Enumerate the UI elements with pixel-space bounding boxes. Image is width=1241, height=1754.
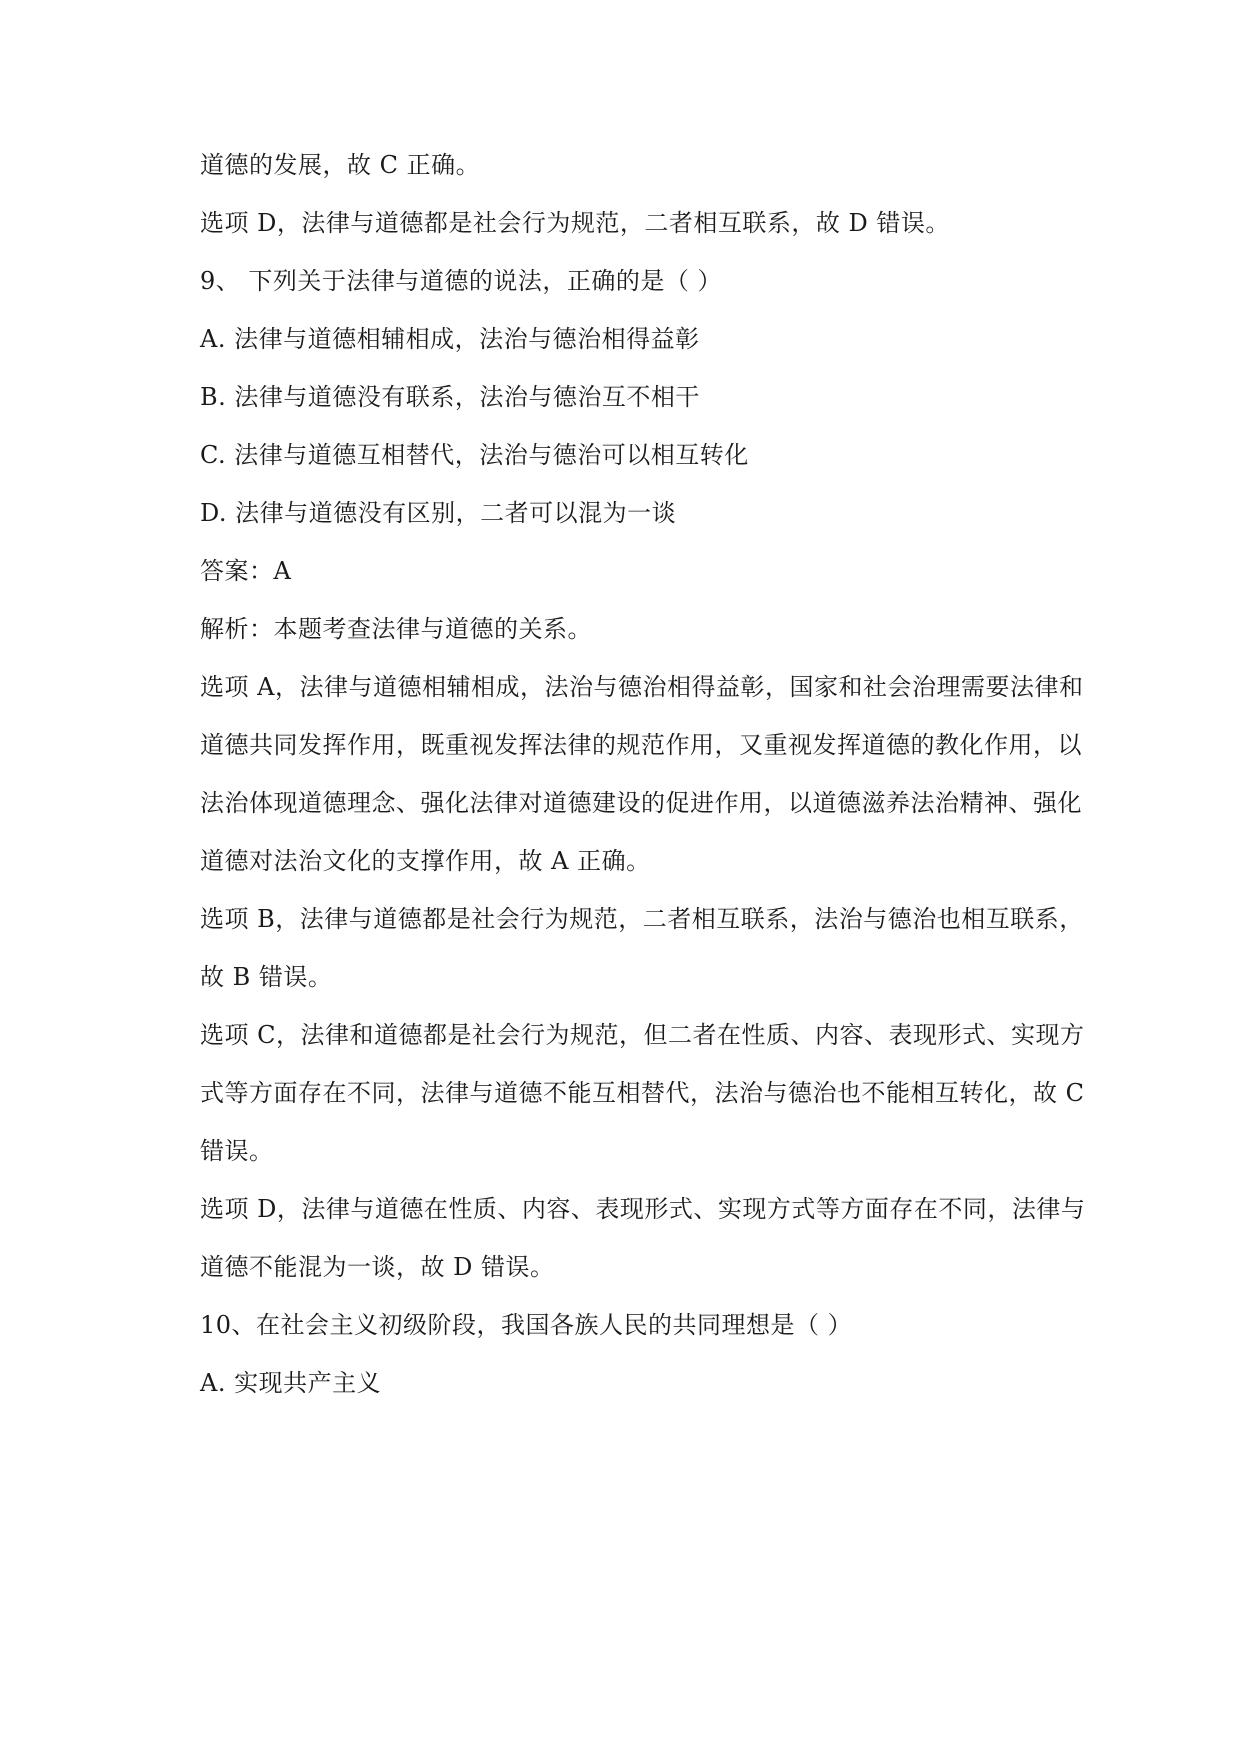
answer: 答案：A [200, 557, 292, 585]
text-line: 式等方面存在不同，法律与道德不能互相替代，法治与德治也不能相互转化，故 C [200, 1079, 1085, 1107]
text-line: 道德不能混为一谈，故 D 错误。 [200, 1253, 555, 1281]
analysis-heading: 解析：本题考查法律与道德的关系。 [200, 615, 592, 643]
text-line: 道德对法治文化的支撑作用，故 A 正确。 [200, 847, 651, 875]
option-b: B. 法律与道德没有联系，法治与德治互不相干 [200, 383, 700, 411]
option-a: A. 法律与道德相辅相成，法治与德治相得益彰 [200, 325, 700, 353]
text-line: 道德的发展，故 C 正确。 [200, 151, 481, 179]
text-line: 法治体现道德理念、强化法律对道德建设的促进作用，以道德滋养法治精神、强化 [200, 789, 1082, 817]
text-line: 选项 C，法律和道德都是社会行为规范，但二者在性质、内容、表现形式、实现方 [200, 1021, 1085, 1049]
text-line: 选项 D，法律与道德都是社会行为规范，二者相互联系，故 D 错误。 [200, 209, 950, 237]
text-line: 选项 D，法律与道德在性质、内容、表现形式、实现方式等方面存在不同，法律与 [200, 1195, 1086, 1223]
text-line: 选项 B，法律与道德都是社会行为规范，二者相互联系，法治与德治也相互联系， [200, 905, 1084, 933]
text-line: 故 B 错误。 [200, 963, 333, 991]
question-9: 9、 下列关于法律与道德的说法，正确的是（ ） [200, 267, 723, 295]
text-line: 道德共同发挥作用，既重视发挥法律的规范作用，又重视发挥道德的教化作用，以 [200, 731, 1082, 759]
question-10: 10、在社会主义初级阶段，我国各族人民的共同理想是（ ） [200, 1311, 853, 1339]
option-d: D. 法律与道德没有区别，二者可以混为一谈 [200, 499, 677, 527]
text-line: 选项 A，法律与道德相辅相成，法治与德治相得益彰，国家和社会治理需要法律和 [200, 673, 1084, 701]
option-a: A. 实现共产主义 [200, 1369, 382, 1397]
text-line: 错误。 [200, 1137, 274, 1165]
option-c: C. 法律与道德互相替代，法治与德治可以相互转化 [200, 441, 749, 469]
